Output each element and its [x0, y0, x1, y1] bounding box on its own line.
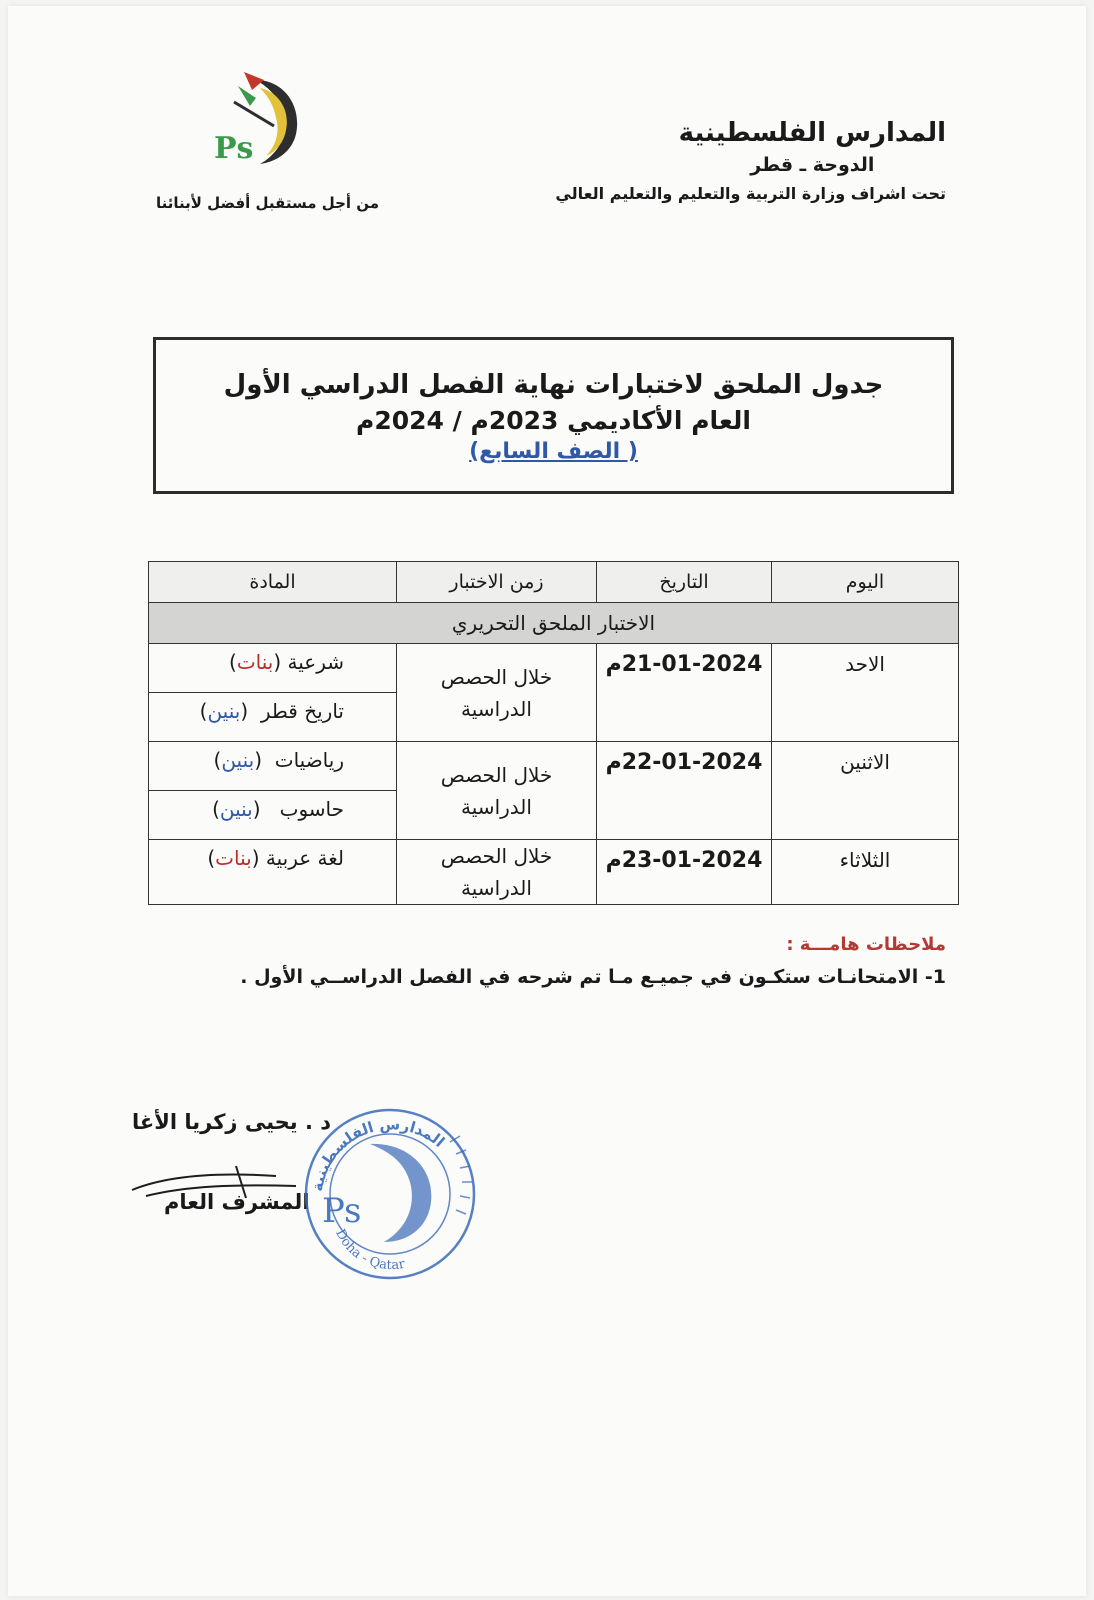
logo-text: Ps — [214, 131, 254, 166]
table-row — [149, 742, 959, 791]
table-header-row — [149, 562, 959, 603]
school-name: المدارس الفلسطينية — [678, 118, 946, 148]
title-box — [153, 337, 954, 494]
signatory-name: د . يحيى زكريا الأغا — [132, 1110, 332, 1134]
header-date: التاريخ — [597, 562, 772, 603]
signatory-title: المشرف العام — [164, 1190, 310, 1214]
official-stamp — [300, 1082, 476, 1296]
group-label: بنين — [207, 699, 241, 723]
note-item: 1- الامتحانـات ستكـون في جميـع مـا تم شرحه في الفصل الدراســي الأول . — [240, 966, 946, 988]
academic-year: العام الأكاديمي 2023م / 2024م — [356, 406, 751, 435]
document-page — [8, 6, 1086, 1596]
stamp-logo-text: Ps — [322, 1191, 362, 1231]
day-cell: الاحد — [772, 644, 959, 742]
day-cell: الثلاثاء — [772, 840, 959, 905]
school-city: الدوحة ـ قطر — [750, 154, 875, 176]
day-cell: الاثنين — [772, 742, 959, 840]
date-cell: 22-01-2024م — [597, 742, 772, 840]
header-subject: المادة — [149, 562, 397, 603]
stamp-bottom-text: Doha - Qatar — [332, 1226, 407, 1274]
subject-cell: تاريخ قطر (بنين) — [149, 693, 397, 742]
header-day: اليوم — [772, 562, 959, 603]
group-label: بنين — [221, 748, 255, 772]
table-row — [149, 644, 959, 693]
time-cell: خلال الحصص الدراسية — [397, 742, 597, 840]
school-logo — [204, 66, 312, 176]
subject-cell: رياضيات (بنين) — [149, 742, 397, 791]
subject-cell: حاسوب (بنين) — [149, 791, 397, 840]
stamp-arc-text: المدارس الفلسطينية — [308, 1115, 449, 1193]
group-label: بنات — [236, 650, 274, 674]
date-cell: 21-01-2024م — [597, 644, 772, 742]
header-time: زمن الاختبار — [397, 562, 597, 603]
time-cell: خلال الحصص الدراسية — [397, 644, 597, 742]
subject-cell: لغة عربية (بنات) — [149, 840, 397, 905]
subject-cell: شرعية (بنات) — [149, 644, 397, 693]
table-row — [149, 840, 959, 905]
section-label: الاختبار الملحق التحريري — [149, 603, 959, 644]
group-label: بنات — [215, 846, 252, 870]
date-cell: 23-01-2024م — [597, 840, 772, 905]
doc-title: جدول الملحق لاختبارات نهاية الفصل الدراسي الأول — [223, 370, 884, 400]
group-label: بنين — [219, 797, 253, 821]
school-slogan: من أجل مستقبل أفضل لأبنائنا — [156, 194, 380, 212]
ministry-line: تحت اشراف وزارة التربية والتعليم والتعليم العالي — [555, 184, 946, 203]
exam-schedule-table — [148, 561, 959, 905]
time-cell: خلال الحصص الدراسية — [397, 840, 597, 905]
section-row — [149, 603, 959, 644]
school-header — [679, 118, 946, 176]
grade-label: ( الصف السابع) — [469, 439, 638, 464]
notes-heading: ملاحظات هامـــة : — [786, 934, 946, 955]
